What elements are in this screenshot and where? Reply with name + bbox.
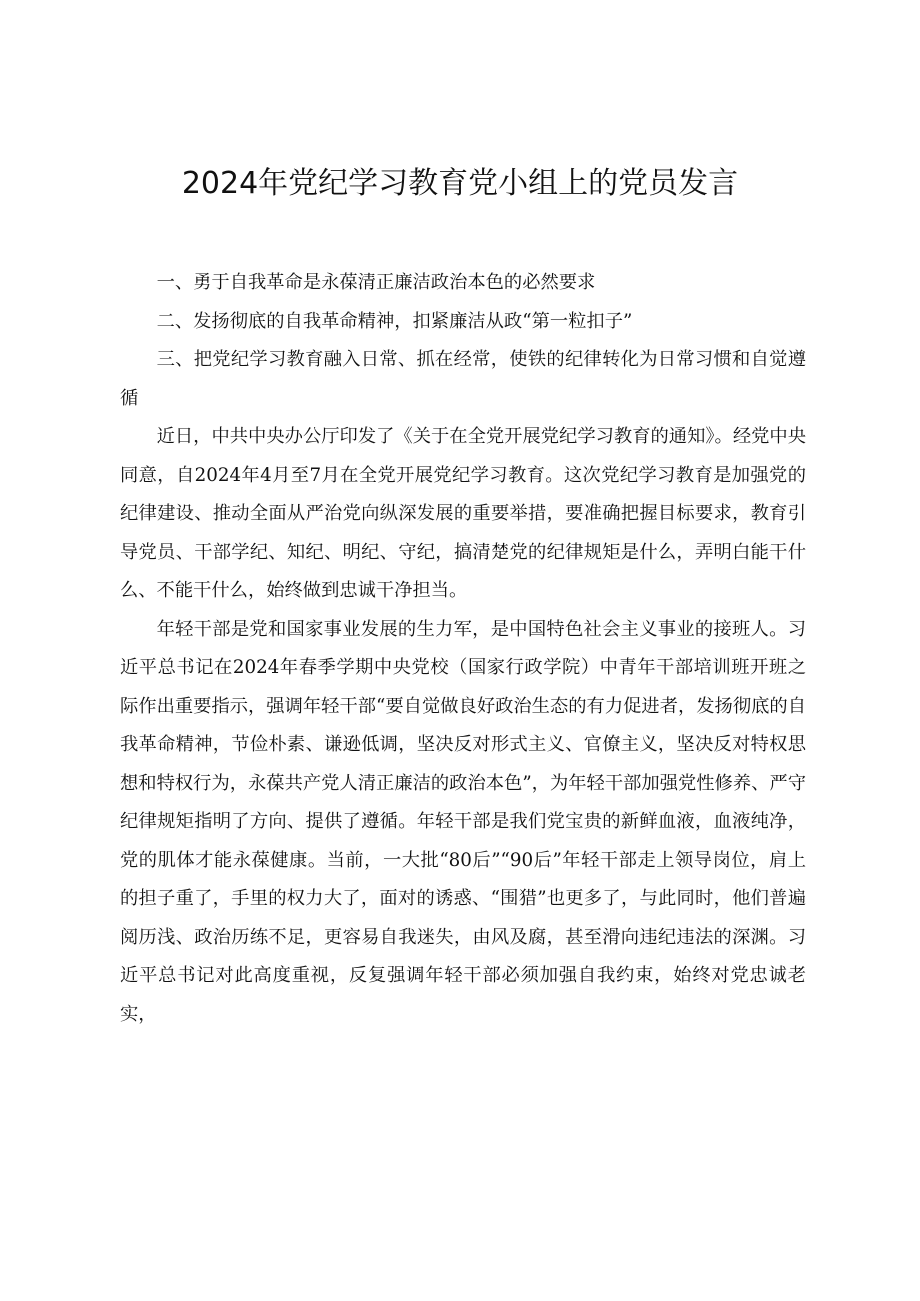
paragraph-1: 近日，中共中央办公厅印发了《关于在全党开展党纪学习教育的通知》。经党中央同意，自2024年4月至7月在全党开展党纪学习教育。这次党纪学习教育是加强党的纪律建设、推动全面从严治党向纵深发展的重要举措，要准确把握目标要求，教育引导党员、干部学纪、知纪、明纪、守纪，搞清楚党的纪律规矩是什么，弄明白能干什么、不能干什么，始终做到忠诚干净担当。 xyxy=(120,426,806,601)
heading-1: 一、勇于自我革命是永葆清正廉洁政治本色的必然要求 xyxy=(156,272,596,293)
document-title: 2024年党纪学习教育党小组上的党员发言 xyxy=(181,166,739,201)
heading-3: 三、把党纪学习教育融入日常、抓在经常，使铁的纪律转化为日常习惯和自觉遵循 xyxy=(120,349,806,409)
heading-2: 二、发扬彻底的自我革命精神，扣紧廉洁从政“第一粒扣子” xyxy=(156,310,633,332)
document-body xyxy=(120,264,806,1034)
paragraph-2: 年轻干部是党和国家事业发展的生力军，是中国特色社会主义事业的接班人。习近平总书记在2024年春季学期中央党校（国家行政学院）中青年干部培训班开班之际作出重要指示，强调年轻干部“要自觉做良好政治生态的有力促进者，发扬彻底的自我革命精神，节俭朴素、谦逊低调，坚决反对形式主义、官僚主义，坚决反对特权思想和特权行为，永葆共产党人清正廉洁的政治本色”，为年轻干部加强党性修养、严守纪律规矩指明了方向、提供了遵循。年轻干部是我们党宝贵的新鲜血液，血液纯净，党的肌体才能永葆健康。当前，一大批“80后”“90后”年轻干部走上领导岗位，肩上的担子重了，手里的权力大了，面对的诱惑、“围猎”也更多了，与此同时，他们普遍阅历浅、政治历练不足，更容易自我迷失，由风及腐，甚至滑向违纪违法的深渊。习近平总书记对此高度重视，反复强调年轻干部必须加强自我约束，始终对党忠诚老实， xyxy=(120,618,806,1025)
